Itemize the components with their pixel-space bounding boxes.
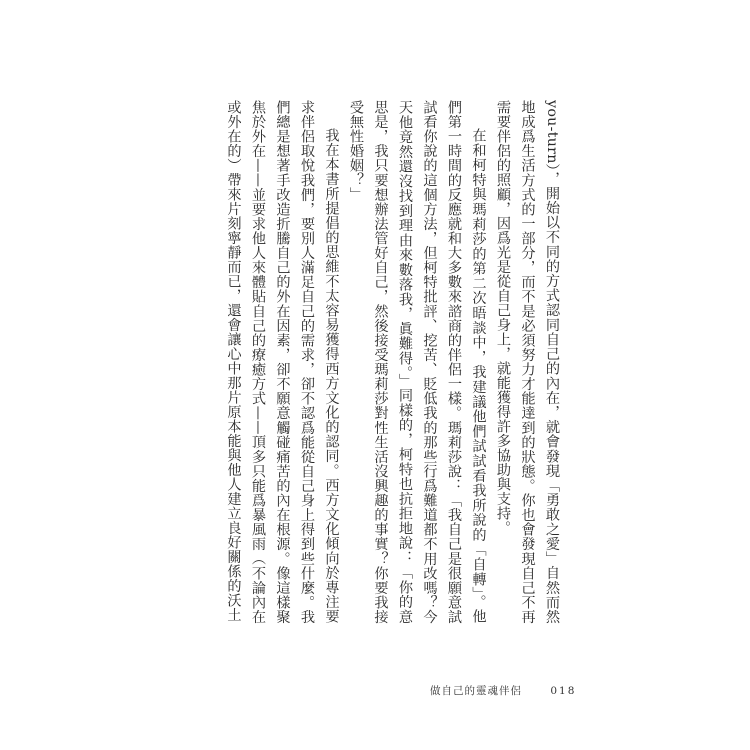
book-title: 做自己的靈魂伴侶 xyxy=(430,685,522,697)
paragraph-1: you-turn），開始以不同的方式認同自己的內在，就會發現「勇敢之愛」自然而然地成爲生活方式的一部分，而不是必須努力才能達到的狀態。你也會發現自己不再需要伴侶的照顧，因爲光是從自己身上，就能獲得許多協助與支持。 xyxy=(495,100,560,624)
running-footer xyxy=(430,683,576,698)
body-text xyxy=(221,100,564,624)
page-number: 018 xyxy=(550,685,577,697)
paragraph-3: 我在本書所提倡的思維不太容易獲得西方文化的認同。西方文化傾向於專注要求伴侶取悅我們，要別人滿足自己的需求，卻不認爲能從自己身上得到些什麼。我們總是想著手改造折騰自己的外在因素，卻不願意觸碰痛苦的內在根源。像這樣聚焦於外在——並要求他人來體貼自己的療癒方式——頂多只能爲暴風雨（不論內在或外在的）帶來片刻寧靜而已，還會讓心中那片原本能與他人建立良好關係的沃土 xyxy=(225,100,340,624)
paragraph-2: 在和柯特與瑪莉莎的第二次晤談中，我建議他們試試看我所說的「自轉」。他們第一時間的反應就和大多數來諮商的伴侶一樣。瑪莉莎說：「我自己是很願意試試看你說的這個方法，但柯特批評、挖苦、貶低我的那些行爲難道都不用改嗎？今天他竟然還沒找到理由來數落我，眞難得。」同樣的，柯特也抗拒地說：「你的意思是，我只要想辦法管好自己，然後接受瑪莉莎對性生活沒興趣的事實？你要我接受無性婚姻？」 xyxy=(348,100,487,624)
